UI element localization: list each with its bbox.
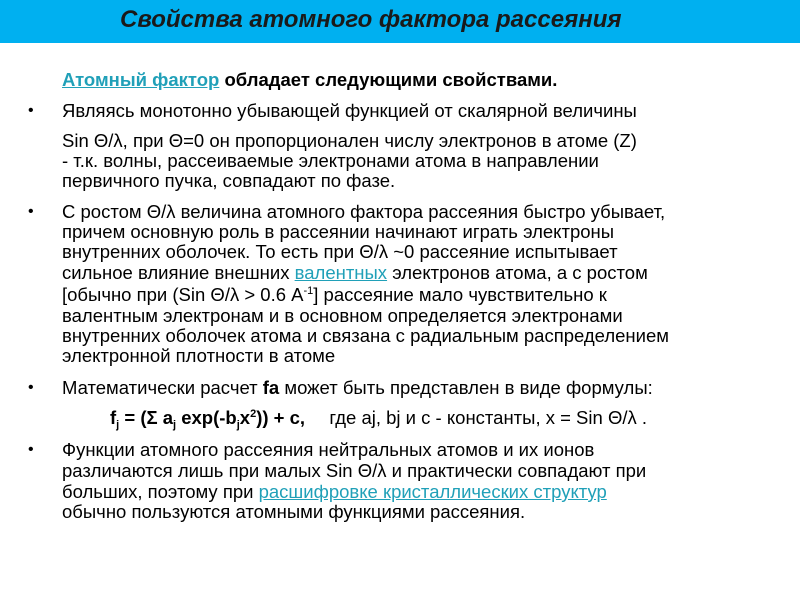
slide-title: Свойства атомного фактора рассеяния	[120, 6, 622, 33]
b4-line-4: обычно пользуются атомными функциями рассеяния.	[62, 501, 526, 522]
b2-line-5	[62, 285, 607, 305]
b3-line-1-post: может быть представлен в виде формулы:	[279, 377, 653, 398]
b2-line-8: электронной плотности в атоме	[62, 345, 336, 366]
b4-line-3	[62, 482, 607, 502]
b4-line-2: различаются лишь при малых Sin Θ/λ и практически совпадают при	[62, 460, 647, 481]
b3-line-1	[62, 378, 653, 398]
atomic-factor-link[interactable]: Атомный фактор	[62, 69, 220, 90]
b2-line-2: причем основную роль в рассеянии начинают играть электроны	[62, 221, 615, 242]
b2-line-4-post: электронов атома, а с ростом	[387, 262, 648, 283]
b2-line-5-post: ] рассеяние мало чувствительно к	[313, 284, 607, 305]
fa-term: fa	[262, 377, 280, 398]
bullet-marker: •	[28, 102, 34, 119]
b1-line-4: первичного пучка, совпадают по фазе.	[62, 170, 396, 191]
b4-line-3-pre: больших, поэтому при	[62, 481, 259, 502]
bullet-marker: •	[28, 203, 34, 220]
b2-line-5-pre: [обычно при (Sin Θ/λ > 0.6 А	[62, 284, 304, 305]
b1-line-3: - т.к. волны, рассеиваемые электронами атома в направлении	[62, 150, 599, 171]
b2-line-5-sup: -1	[303, 285, 314, 297]
valence-link[interactable]: валентных	[294, 262, 388, 283]
b1-line-2: Sin Θ/λ, при Θ=0 он пропорционален числу электронов в атоме (Z)	[62, 130, 637, 151]
b1-line-1: Являясь монотонно убывающей функцией от скалярной величины	[62, 100, 637, 121]
b2-line-3: внутренних оболочек. То есть при Θ/λ ~0 рассеяние испытывает	[62, 241, 618, 262]
bullet-marker: •	[28, 379, 34, 396]
b4-line-1: Функции атомного рассеяния нейтральных атомов и их ионов	[62, 439, 595, 460]
formula: $f_j = (\Sigma$ $a_j$ $\exp(-b_jx^2)) + c$,	[110, 407, 306, 431]
b2-line-4	[62, 263, 648, 283]
bullet-marker: •	[28, 441, 34, 458]
intro-text: обладает следующими свойствами.	[219, 69, 558, 90]
b2-line-4-pre: сильное влияние внешних	[62, 262, 295, 283]
intro-line	[62, 70, 557, 90]
b3-line-1-pre: Математически расчет	[62, 377, 263, 398]
formula-line	[110, 407, 647, 431]
formula-note: где aj, bj и c - константы, x = Sin Θ/λ .	[329, 407, 647, 428]
b2-line-7: внутренних оболочек атома и связана с радиальным распределением	[62, 325, 669, 346]
b2-line-6: валентным электронам и в основном определяется электронами	[62, 305, 623, 326]
crystal-structures-link[interactable]: расшифровке кристаллических структур	[258, 481, 607, 502]
b2-line-1: С ростом Θ/λ величина атомного фактора рассеяния быстро убывает,	[62, 201, 666, 222]
